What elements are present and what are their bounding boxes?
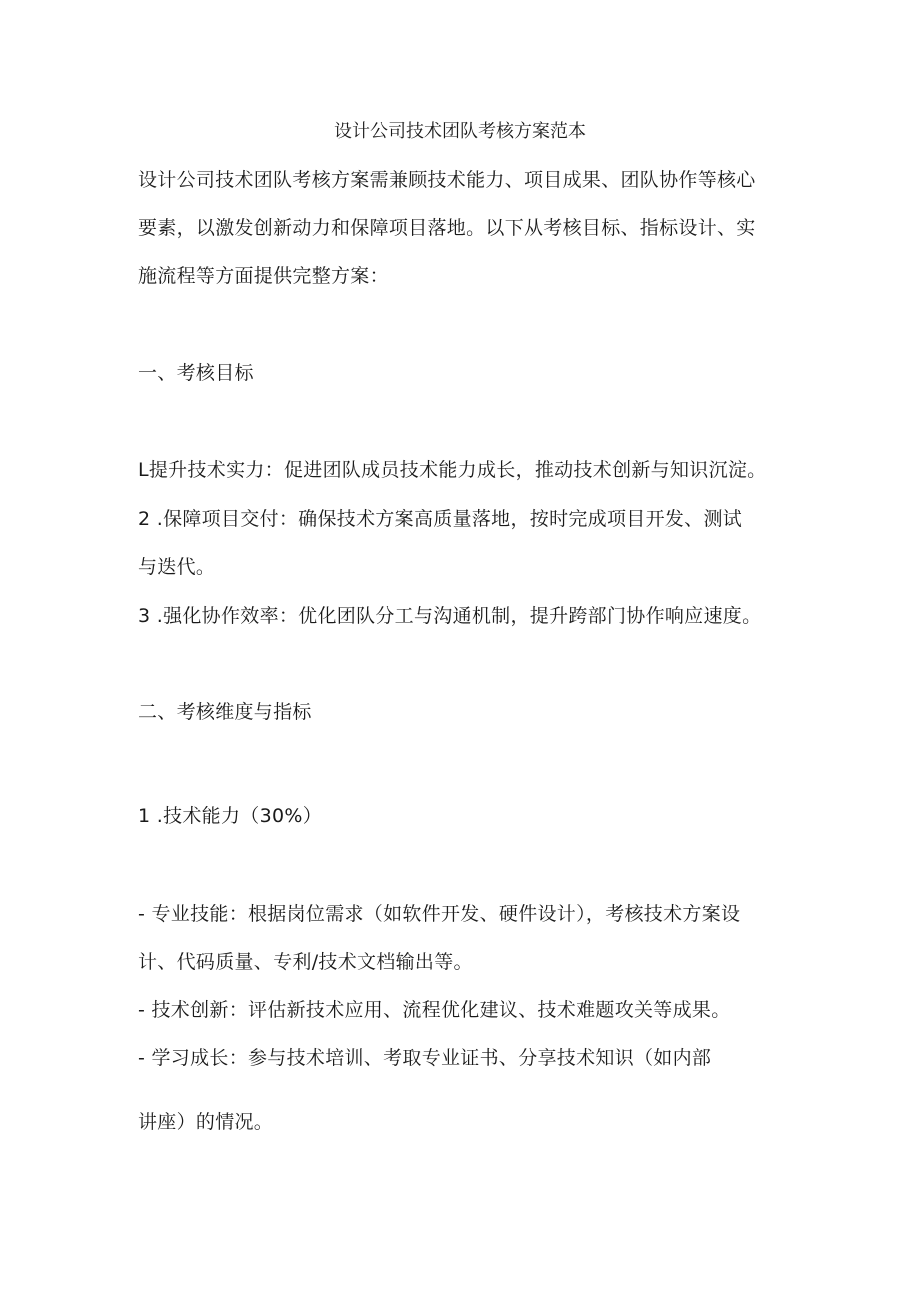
bullet-line-4: - 学习成长：参与技术培训、考取专业证书、分享技术知识（如内部 [138,1047,712,1069]
section2-subheading: 1 .技术能力（30%） [138,805,322,827]
goal-item-3: 3 .强化协作效率：优化团队分工与沟通机制，提升跨部门协作响应速度。 [138,605,762,627]
intro-line-3: 施流程等方面提供完整方案： [138,265,389,287]
section2-heading: 二、考核维度与指标 [138,701,312,723]
bullet-line-3: - 技术创新：评估新技术应用、流程优化建议、技术难题攻关等成果。 [138,999,731,1021]
goal-item-2: 2 .保障项目交付：确保技术方案高质量落地，按时完成项目开发、测试 [138,508,743,530]
bullet-line-2: 计、代码质量、专利/技术文档输出等。 [138,951,473,973]
goal-item-2-cont: 与迭代。 [138,556,216,578]
goal-item-1: L提升技术实力：促进团队成员技术能力成长，推动技术创新与知识沉淀。 [138,459,767,481]
bullet-line-5: 讲座）的情况。 [138,1111,274,1133]
intro-line-1: 设计公司技术团队考核方案需兼顾技术能力、项目成果、团队协作等核心 [138,169,756,191]
document-title: 设计公司技术团队考核方案范本 [334,121,586,142]
bullet-line-1: - 专业技能：根据岗位需求（如软件开发、硬件设计），考核技术方案设 [138,903,741,925]
intro-line-2: 要素，以激发创新动力和保障项目落地。以下从考核目标、指标设计、实 [138,217,756,239]
section1-heading: 一、考核目标 [138,362,254,384]
